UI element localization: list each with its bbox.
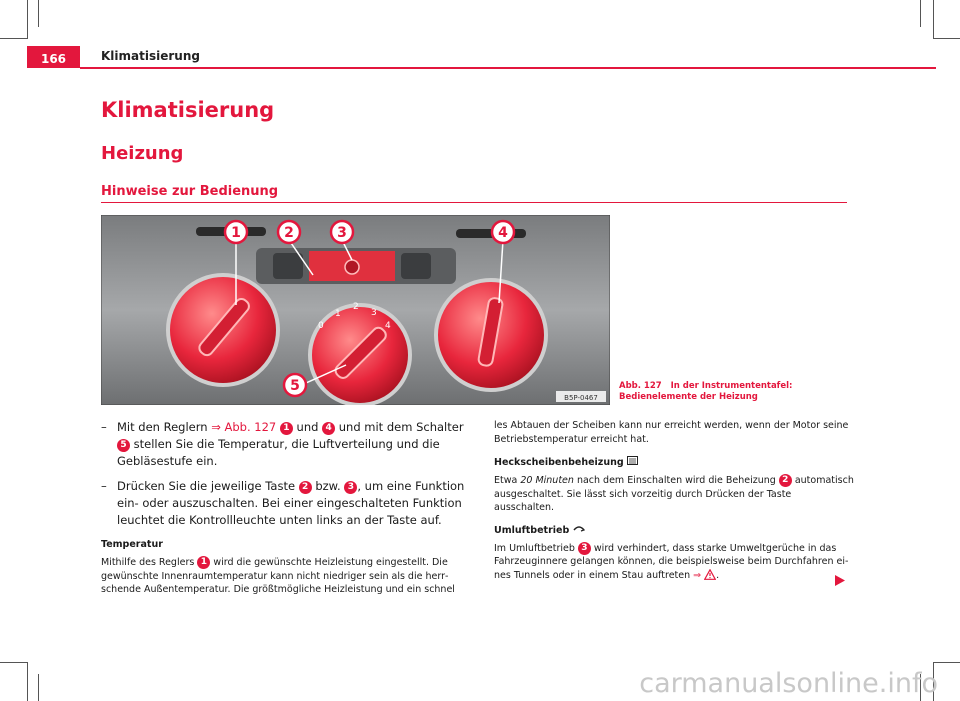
step-text: Drücken Sie die jeweilige Taste bbox=[117, 479, 299, 493]
crop-mark bbox=[933, 38, 960, 39]
fan-label: 3 bbox=[371, 308, 377, 318]
figure-caption bbox=[619, 381, 849, 403]
ref-number: 3 bbox=[344, 481, 357, 494]
fan-label: 1 bbox=[335, 309, 341, 319]
header-rule bbox=[80, 67, 936, 69]
ref-number: 1 bbox=[197, 556, 210, 569]
callout-label: 1 bbox=[231, 225, 241, 241]
heck-heading-text: Heckscheibenbeheizung bbox=[494, 457, 624, 468]
crop-mark bbox=[27, 0, 28, 39]
step-text: Mit den Reglern bbox=[117, 420, 212, 434]
heck-heading bbox=[494, 456, 854, 468]
right-column bbox=[494, 419, 854, 582]
step-text: bzw. bbox=[311, 479, 345, 493]
ref-number: 3 bbox=[578, 542, 591, 555]
ref-number: 5 bbox=[117, 439, 130, 452]
crop-mark bbox=[0, 662, 27, 663]
subsection-rule bbox=[101, 202, 847, 203]
paragraph-text: wird die gewünschte Heizleistung eingestellt. Die gewünschte Innenraumtemperatur kann nicht niedriger sein als die herrschende Außentemperatur. Die größtmögliche Heizleistung und ein schnel bbox=[101, 557, 455, 595]
warning-link[interactable]: ⇒ bbox=[693, 569, 702, 581]
paragraph-text: Im Umluftbetrieb bbox=[494, 542, 578, 554]
ref-number: 4 bbox=[322, 422, 335, 435]
figure-link[interactable]: ⇒ Abb. 127 bbox=[211, 420, 277, 434]
recirculation-icon bbox=[573, 525, 585, 533]
heck-paragraph bbox=[494, 474, 854, 515]
caption-text: In der Instrumententafel: Bedienelemente der Heizung bbox=[619, 381, 793, 402]
crop-mark bbox=[920, 0, 921, 27]
fan-label: 0 bbox=[318, 321, 324, 331]
rear-window-heating-icon bbox=[627, 456, 638, 465]
continuation-paragraph: les Abtauen der Scheiben kann nur erreicht werden, wenn der Motor seine Betriebstemperatur erreicht hat. bbox=[494, 420, 849, 445]
instruction-step: – Mit den Reglern ⇒ Abb. 127 1 und 4 und mit dem Schalter 5 stellen Sie die Temperatur, die Luftverteilung und die Gebläsestufe ein. bbox=[101, 420, 464, 468]
crop-mark bbox=[38, 0, 39, 27]
subsection-title: Hinweise zur Bedienung bbox=[101, 184, 279, 199]
callout-label: 4 bbox=[498, 225, 508, 241]
temperatur-heading: Temperatur bbox=[101, 539, 163, 550]
chapter-title: Klimatisierung bbox=[101, 98, 275, 122]
left-column bbox=[101, 419, 479, 597]
paragraph-text: nach dem Einschalten wird die Beheizung bbox=[573, 475, 779, 486]
figure-code: B5P-0467 bbox=[564, 394, 598, 402]
figure-illustration bbox=[101, 215, 610, 405]
paragraph-text: automatisch ausgeschaltet. Sie lässt sich vorzeitig durch Drücken der Taste ausschalten. bbox=[494, 475, 854, 513]
seat-heating-right-button bbox=[401, 253, 431, 279]
paragraph-text: Etwa bbox=[494, 475, 521, 486]
section-title: Heizung bbox=[101, 143, 184, 164]
umluft-heading-text: Umluftbetrieb bbox=[494, 524, 570, 536]
fan-label: 2 bbox=[353, 302, 359, 312]
crop-mark bbox=[27, 662, 28, 701]
paragraph-text: Mithilfe des Reglers bbox=[101, 557, 198, 568]
callout-label: 3 bbox=[337, 225, 347, 241]
step-text: , um eine Funktion ein- oder auszuschalten. Bei einer eingeschalteten Funktion leuchtet die Kontrollleuchte unten links an der Taste auf. bbox=[117, 479, 465, 527]
center-switch bbox=[345, 260, 359, 274]
instruction-step: – Drücken Sie die jeweilige Taste 2 bzw. 3 , um eine Funktion ein- oder auszuschalten. Bei einer eingeschalteten Funktion leuchtet die Kontrollleuchte unten links an der Taste auf. bbox=[101, 479, 465, 527]
callout-label: 5 bbox=[290, 378, 300, 394]
crop-mark bbox=[933, 0, 934, 39]
crop-mark bbox=[0, 38, 27, 39]
callout-label: 2 bbox=[284, 225, 294, 241]
page-number: 166 bbox=[27, 46, 80, 68]
header-title: Klimatisierung bbox=[101, 49, 200, 63]
step-text: und bbox=[292, 420, 323, 434]
warning-icon[interactable] bbox=[704, 569, 716, 580]
umluft-heading bbox=[494, 525, 854, 536]
emphasis-text: 20 Minuten bbox=[520, 475, 574, 486]
step-text: und mit dem Schalter bbox=[335, 420, 464, 434]
seat-heating-left-button bbox=[273, 253, 303, 279]
crop-mark bbox=[933, 662, 960, 663]
temperatur-paragraph bbox=[101, 556, 479, 597]
caption-number: Abb. 127 bbox=[619, 381, 662, 391]
continue-arrow-icon bbox=[835, 575, 845, 586]
paragraph-text: wird verhindert, dass starke Umweltgerüche in das Fahrzeuginnere gelangen können, die beispielsweise beim Durchfahren eines Tunnels oder in einem Stau auftreten bbox=[494, 542, 849, 581]
step-text: stellen Sie die Temperatur, die Luftverteilung und die Gebläsestufe ein. bbox=[117, 437, 440, 468]
ref-number: 1 bbox=[280, 422, 293, 435]
watermark: carmanualsonline.info bbox=[639, 668, 938, 699]
ref-number: 2 bbox=[779, 474, 792, 487]
heater-control-figure bbox=[101, 215, 610, 405]
ref-number: 2 bbox=[299, 481, 312, 494]
fan-label: 4 bbox=[385, 321, 391, 331]
crop-mark bbox=[38, 674, 39, 701]
umluft-paragraph: Im Umluftbetrieb 3 wird verhindert, dass starke Umweltgerüche in das Fahrzeuginnere gelangen können, die beispielsweise beim Durchfahren eines Tunnels oder in einem Stau auftreten ⇒ . bbox=[494, 542, 849, 581]
